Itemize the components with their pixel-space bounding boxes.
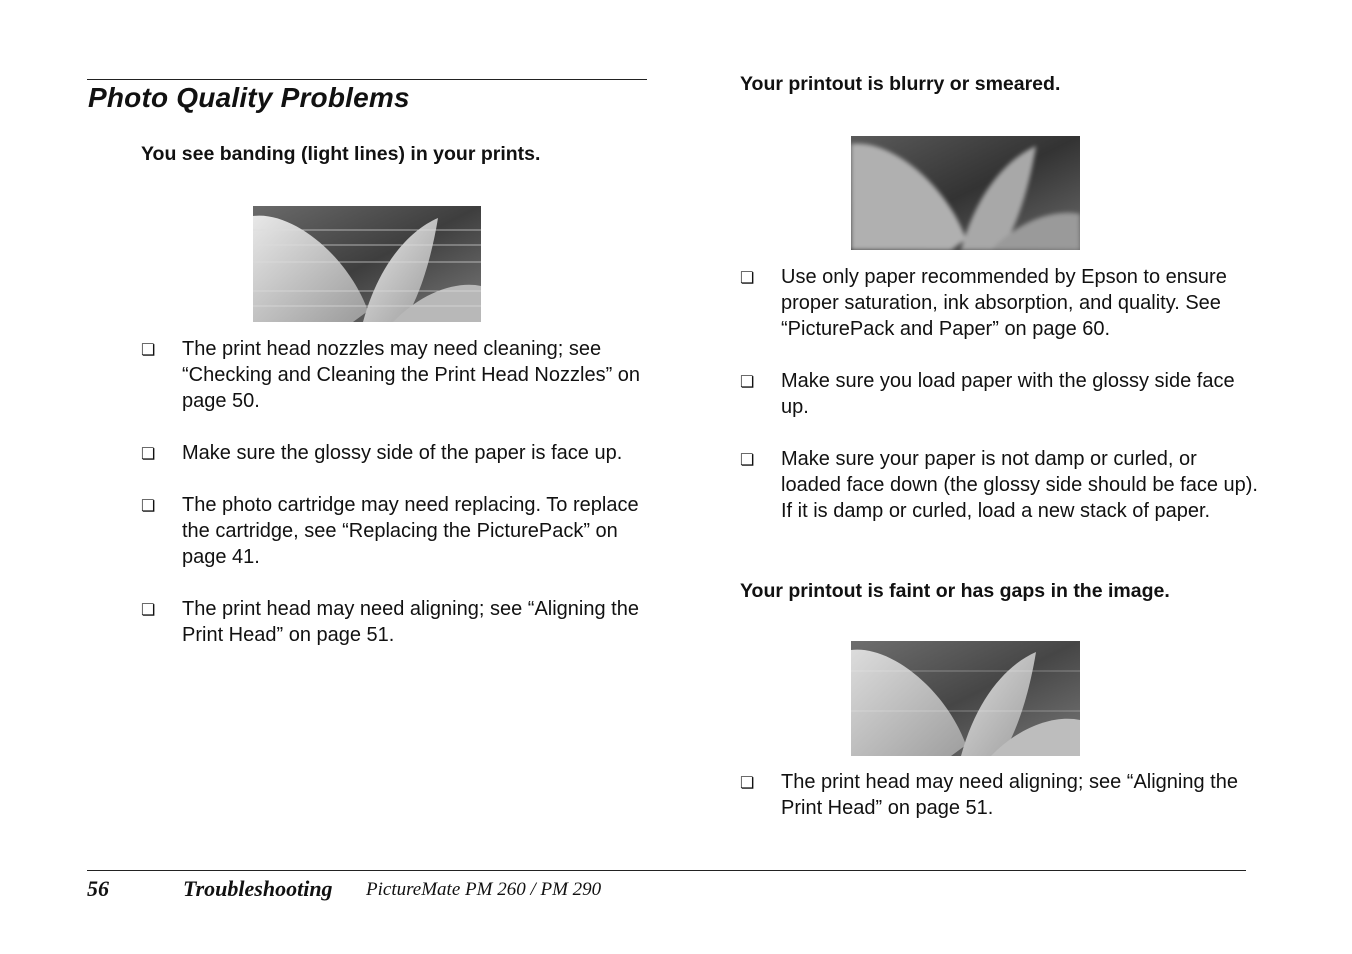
list-item (740, 264, 1260, 342)
checkbox-bullet-icon: ❏ (740, 450, 755, 469)
list-item-text: Make sure your paper is not damp or curled, or loaded face down (the glossy side should be face up). If it is damp or curled, load a new stack of paper. (781, 448, 1258, 522)
list-item-text: Make sure you load paper with the glossy side face up. (781, 370, 1235, 418)
list-item-text: The print head may need aligning; see “Aligning the Print Head” on page 51. (182, 598, 639, 646)
list-item-text: The photo cartridge may need replacing. To replace the cartridge, see “Replacing the PicturePack” on page 41. (182, 494, 639, 568)
checkbox-bullet-icon: ❏ (141, 496, 156, 515)
list-item (740, 769, 1260, 821)
checkbox-bullet-icon: ❏ (740, 773, 755, 792)
checkbox-bullet-icon: ❏ (141, 600, 156, 619)
banding-heading: You see banding (light lines) in your prints. (141, 143, 541, 165)
list-item-text: The print head may need aligning; see “Aligning the Print Head” on page 51. (781, 771, 1238, 819)
blurry-sample-photo (851, 136, 1080, 250)
checkbox-bullet-icon: ❏ (740, 372, 755, 391)
footer-section-title: Troubleshooting (183, 876, 333, 901)
footer-rule (87, 870, 1246, 871)
list-item (740, 368, 1260, 420)
banding-sample-photo (253, 206, 481, 322)
list-item-text: Make sure the glossy side of the paper is face up. (182, 442, 623, 464)
page-title: Photo Quality Problems (88, 82, 410, 113)
banding-solutions-list (141, 336, 661, 674)
checkbox-bullet-icon: ❏ (141, 444, 156, 463)
faint-heading: Your printout is faint or has gaps in the image. (740, 580, 1170, 602)
list-item (141, 596, 661, 648)
list-item (141, 336, 661, 414)
title-rule (87, 79, 647, 80)
checkbox-bullet-icon: ❏ (740, 268, 755, 287)
list-item-text: The print head nozzles may need cleaning; see “Checking and Cleaning the Print Head Nozzles” on page 50. (182, 338, 641, 412)
list-item-text: Use only paper recommended by Epson to ensure proper saturation, ink absorption, and quality. See “PicturePack and Paper” on page 60. (781, 266, 1227, 340)
list-item (740, 446, 1260, 524)
faint-sample-photo (851, 641, 1080, 756)
checkbox-bullet-icon: ❏ (141, 340, 156, 359)
blurry-heading: Your printout is blurry or smeared. (740, 73, 1061, 95)
list-item (141, 440, 661, 466)
faint-solutions-list (740, 769, 1260, 847)
blurry-solutions-list (740, 264, 1260, 550)
page-number: 56 (87, 876, 109, 901)
list-item (141, 492, 661, 570)
footer-product-name: PictureMate PM 260 / PM 290 (366, 879, 602, 900)
